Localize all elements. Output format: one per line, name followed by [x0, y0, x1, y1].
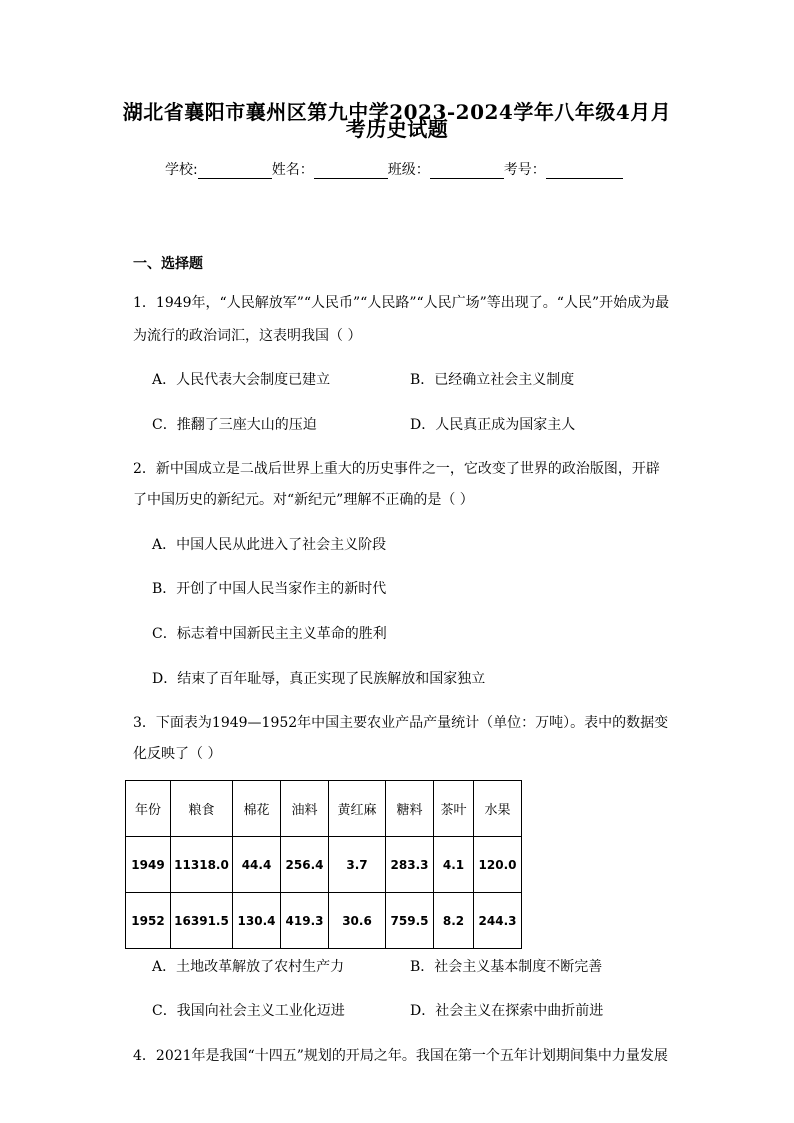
q2-line2: 了中国历史的新纪元。对“新纪元”理解不正确的是（ ）: [133, 492, 474, 508]
page-title-line1: 湖北省襄阳市襄州区第九中学2023-2024学年八年级4月月: [122, 100, 672, 124]
table-cell: 8.2: [434, 893, 474, 949]
q3-line1: 3．下面表为1949—1952年中国主要农业产品产量统计（单位：万吨）。表中的数据变: [133, 715, 669, 731]
name-label: 姓名：: [271, 162, 314, 178]
q1-option-c[interactable]: C．推翻了三座大山的压迫: [152, 417, 317, 433]
q1-option-b[interactable]: B．已经确立社会主义制度: [410, 372, 575, 388]
q1-line2: 为流行的政治词汇，这表明我国（ ）: [133, 328, 362, 344]
table-cell: 30.6: [329, 893, 386, 949]
q3-line2: 化反映了（ ）: [133, 746, 222, 762]
table-header-cell: 糖料: [386, 781, 434, 837]
table-cell: 283.3: [386, 837, 434, 893]
table-header-cell: 黄红麻: [329, 781, 386, 837]
table-cell: 244.3: [474, 893, 522, 949]
class-blank[interactable]: [430, 162, 504, 179]
table-cell: 759.5: [386, 893, 434, 949]
q3-option-b[interactable]: B．社会主义基本制度不断完善: [410, 959, 603, 975]
name-blank[interactable]: [314, 162, 388, 179]
class-label: 班级：: [387, 162, 430, 178]
table-cell: 4.1: [434, 837, 474, 893]
school-blank[interactable]: [198, 162, 272, 179]
q3-option-a[interactable]: A．土地改革解放了农村生产力: [152, 959, 345, 975]
section-title: 一、选择题: [133, 256, 203, 272]
q2-option-d[interactable]: D．结束了百年耻辱，真正实现了民族解放和国家独立: [152, 671, 486, 687]
table-cell: 44.4: [233, 837, 281, 893]
table-header-cell: 粮食: [171, 781, 233, 837]
table-header-cell: 油料: [281, 781, 329, 837]
table-row: [126, 837, 522, 893]
page-title-line2: 考历史试题: [345, 117, 449, 141]
table-header-cell: 棉花: [233, 781, 281, 837]
table-cell: 130.4: [233, 893, 281, 949]
table-cell: 256.4: [281, 837, 329, 893]
table-row: [126, 893, 522, 949]
q3-option-c[interactable]: C．我国向社会主义工业化迈进: [152, 1003, 345, 1019]
table-cell: 419.3: [281, 893, 329, 949]
exam-number-label: 考号：: [503, 162, 546, 178]
q1-option-d[interactable]: D．人民真正成为国家主人: [410, 417, 576, 433]
q2-option-b[interactable]: B．开创了中国人民当家作主的新时代: [152, 581, 387, 597]
table-cell: 16391.5: [171, 893, 233, 949]
table-cell: 1949: [126, 837, 171, 893]
table-cell: 120.0: [474, 837, 522, 893]
table-header-cell: 年份: [126, 781, 171, 837]
table-header-cell: 茶叶: [434, 781, 474, 837]
table-header-row: [126, 781, 522, 837]
table-header-cell: 水果: [474, 781, 522, 837]
q1-option-a[interactable]: A．人民代表大会制度已建立: [152, 372, 331, 388]
q1-line1: 1．1949年，“人民解放军”“人民币”“人民路”“人民广场”等出现了。“人民”开始成为最: [133, 295, 670, 311]
student-info-row: [165, 159, 623, 179]
table-cell: 3.7: [329, 837, 386, 893]
table-cell: 1952: [126, 893, 171, 949]
q2-line1: 2．新中国成立是二战后世界上重大的历史事件之一，它改变了世界的政治版图，开辟: [133, 461, 660, 477]
exam-number-blank[interactable]: [546, 162, 623, 179]
q4-line1: 4．2021年是我国“十四五”规划的开局之年。我国在第一个五年计划期间集中力量发展: [133, 1048, 668, 1064]
q2-option-a[interactable]: A．中国人民从此进入了社会主义阶段: [152, 537, 387, 553]
school-label: 学校:: [165, 162, 198, 178]
q3-option-d[interactable]: D．社会主义在探索中曲折前进: [410, 1003, 604, 1019]
table-cell: 11318.0: [171, 837, 233, 893]
production-table: [125, 780, 522, 949]
q2-option-c[interactable]: C．标志着中国新民主主义革命的胜利: [152, 626, 387, 642]
